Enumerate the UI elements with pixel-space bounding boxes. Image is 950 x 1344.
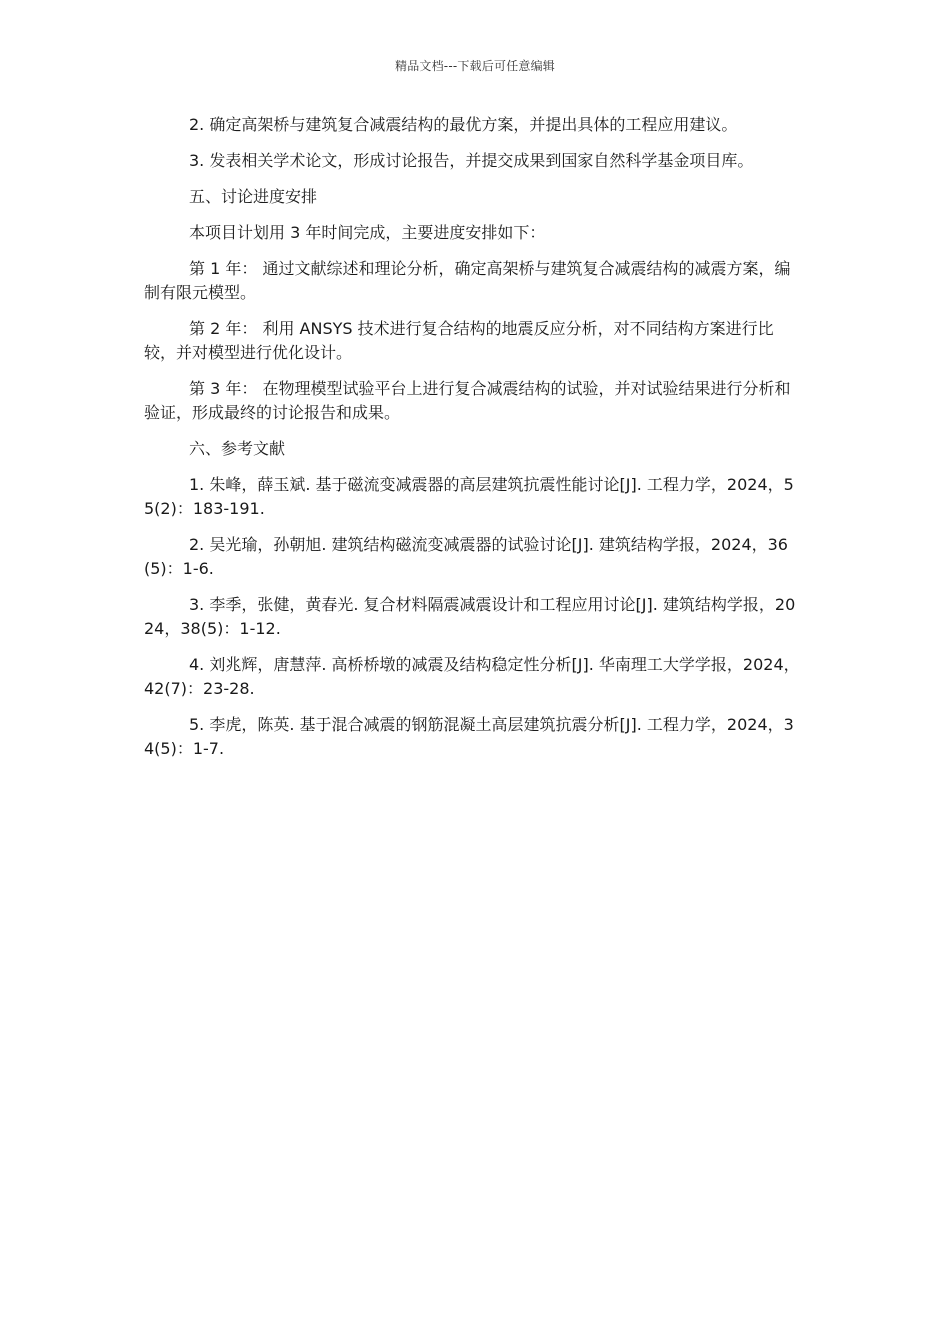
reference-item-5: 5. 李虎，陈英. 基于混合减震的钢筋混凝土高层建筑抗震分析[J]. 工程力学，2024，34(5)：1-7. (144, 715, 794, 758)
reference-item-2: 2. 吴光瑜，孙朝旭. 建筑结构磁流变减震器的试验讨论[J]. 建筑结构学报，2024，36(5)：1-6. (144, 535, 788, 578)
section-heading-schedule: 五、讨论进度安排 (189, 187, 318, 206)
objective-item-3: 3. 发表相关学术论文，形成讨论报告，并提交成果到国家自然科学基金项目库。 (189, 151, 754, 170)
document-body (144, 113, 800, 773)
reference-item-4: 4. 刘兆辉，唐慧萍. 高桥桥墩的减震及结构稳定性分析[J]. 华南理工大学学报，2024，42(7)：23-28. (144, 655, 800, 698)
schedule-intro: 本项目计划用 3 年时间完成，主要进度安排如下： (189, 223, 546, 242)
header-note: 精品文档---下载后可任意编辑 (395, 59, 555, 73)
schedule-year-2: 第 2 年： 利用 ANSYS 技术进行复合结构的地震反应分析，对不同结构方案进行比较，并对模型进行优化设计。 (144, 319, 774, 362)
schedule-year-1: 第 1 年： 通过文献综述和理论分析，确定高架桥与建筑复合减震结构的减震方案，编制有限元模型。 (144, 259, 791, 302)
section-heading-references: 六、参考文献 (189, 439, 286, 458)
reference-item-1: 1. 朱峰，薛玉斌. 基于磁流变减震器的高层建筑抗震性能讨论[J]. 工程力学，2024，55(2)：183-191. (144, 475, 794, 518)
schedule-year-3: 第 3 年： 在物理模型试验平台上进行复合减震结构的试验，并对试验结果进行分析和验证，形成最终的讨论报告和成果。 (144, 379, 791, 422)
reference-item-3: 3. 李季，张健，黄春光. 复合材料隔震减震设计和工程应用讨论[J]. 建筑结构学报，2024，38(5)：1-12. (144, 595, 796, 638)
objective-item-2: 2. 确定高架桥与建筑复合减震结构的最优方案，并提出具体的工程应用建议。 (189, 115, 738, 134)
